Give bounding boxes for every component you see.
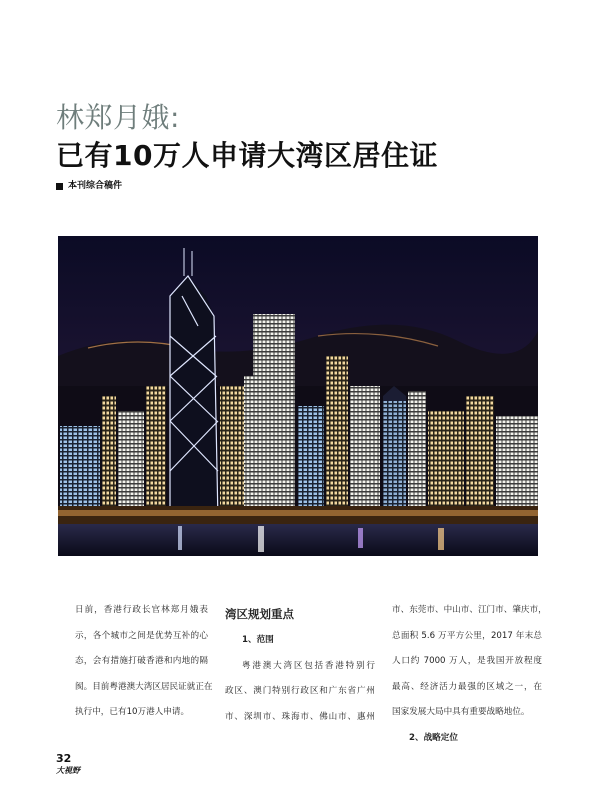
col2-line-2: 政区、澳门特别行政区和广东省广州: [225, 686, 375, 696]
byline-text: 本刊综合稿件: [68, 181, 123, 191]
square-bullet-icon: [56, 183, 63, 190]
col3-line-3: 人口约 7000 万人，是我国开放程度: [392, 656, 542, 666]
magazine-logo: 大視野: [56, 766, 80, 775]
skyline-illustration: [58, 236, 538, 556]
subheading-strategy: 2、战略定位: [409, 732, 458, 743]
body-column-1: [58, 598, 213, 726]
body-column-2: [225, 598, 375, 730]
subheading-scope: 1、范围: [242, 635, 274, 645]
col1-line-5: 执行中，已有10万港人申请。: [75, 707, 190, 717]
col1-line-2: 示，各个城市之间是优势互补的心: [75, 630, 208, 641]
col3-line-2: 总面积 5.6 万平方公里，2017 年末总: [392, 630, 542, 641]
section-heading: 湾区规划重点: [225, 607, 294, 621]
col3-line-4: 最高、经济活力最强的区域之一，在: [392, 681, 542, 692]
article-title-line1: 林郑月娥:: [56, 101, 180, 134]
col3-line-1: 市、东莞市、中山市、江门市、肇庆市，: [392, 605, 547, 615]
col1-line-1: 日前，香港行政长官林郑月娥表: [75, 605, 208, 615]
col3-line-5: 国家发展大局中具有重要战略地位。: [392, 707, 530, 717]
col1-line-4: 阂。目前粤港澳大湾区居民证就正在: [75, 681, 213, 692]
col1-line-3: 态，会有措施打破香港和内地的隔: [75, 656, 208, 666]
body-column-3: [392, 598, 547, 751]
article-title-line2: 已有10万人申请大湾区居住证: [56, 139, 438, 172]
col2-line-3: 市、深圳市、珠海市、佛山市、惠州: [225, 711, 375, 722]
col2-line-1: 粤港澳大湾区包括香港特别行: [242, 660, 375, 671]
page-number: 32: [56, 752, 72, 765]
byline: [56, 180, 122, 192]
hong-kong-skyline-photo: [58, 236, 538, 556]
